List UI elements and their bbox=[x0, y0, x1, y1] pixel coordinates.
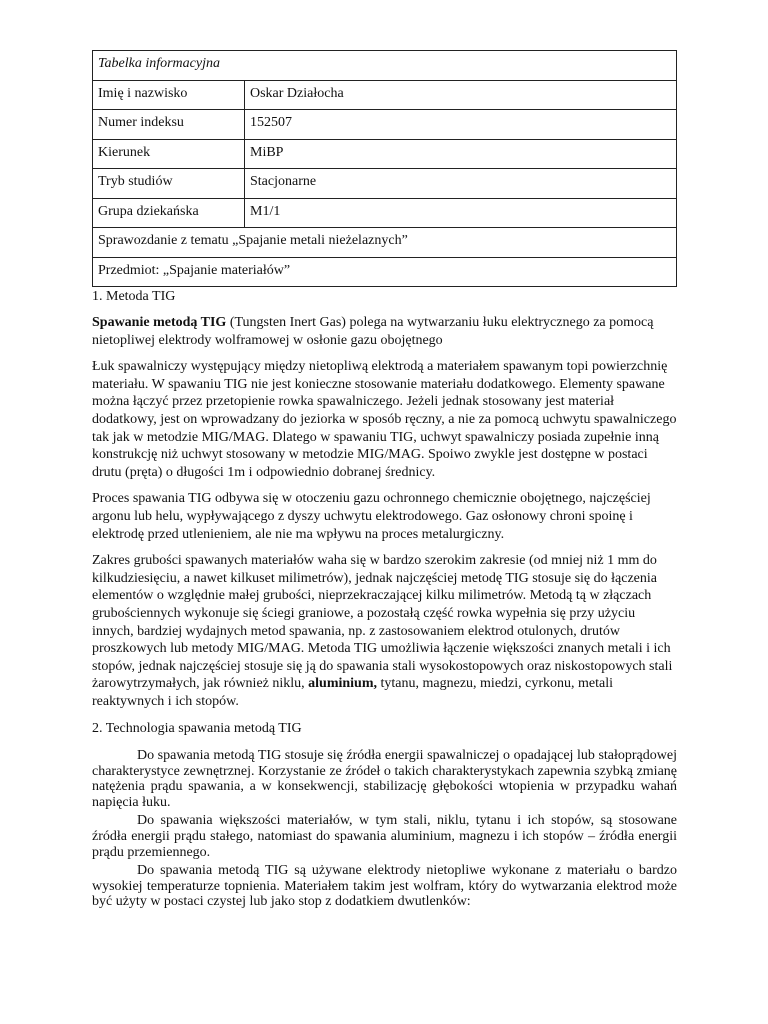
subject: Przedmiot: „Spajanie materiałów” bbox=[93, 257, 677, 287]
info-value: M1/1 bbox=[245, 198, 677, 228]
info-table bbox=[92, 50, 677, 287]
document-page bbox=[92, 50, 677, 910]
info-row-topic bbox=[93, 228, 677, 258]
info-table-title: Tabelka informacyjna bbox=[93, 51, 677, 81]
info-value: 152507 bbox=[245, 110, 677, 140]
info-label: Numer indeksu bbox=[93, 110, 245, 140]
info-value: Stacjonarne bbox=[245, 169, 677, 199]
paragraph-text: (Tungsten Inert Gas) polega na wytwarzaniu łuku elektrycznego za pomocą nietopliwej elektrody wolframowej w osłonie gazu obojętnego bbox=[92, 315, 654, 348]
section-2-title: 2. Technologia spawania metodą TIG bbox=[92, 721, 302, 737]
info-row-name bbox=[93, 80, 677, 110]
report-topic: Sprawozdanie z tematu „Spajanie metali nieżelaznych” bbox=[93, 228, 677, 258]
info-label: Imię i nazwisko bbox=[93, 80, 245, 110]
info-row-group bbox=[93, 198, 677, 228]
section-2-paragraph-3: Do spawania metodą TIG są używane elektrody nietopliwe wykonane z materiału o bardzo wysokiej temperaturze topnienia. Materiałem takim jest wolfram, który do wytwarzania elektrod może być użyty w postaci czystej lub jako stop z dodatkiem dwutlenków: bbox=[92, 863, 677, 910]
info-label: Grupa dziekańska bbox=[93, 198, 245, 228]
paragraph-text: Zakres grubości spawanych materiałów waha się w bardzo szerokim zakresie (od mniej niż 1 mm do kilkudziesięciu, a nawet kilkuset milimetrów), jednak najczęściej metodę TIG stosuje się do łączenia elementów o względnie małej grubości, nieprzekraczającej kilku milimetrów. Metodą tą w złączach grubościennych wykonuje się ściegi graniowe, a pozostałą część rowka wypełnia się przy użyciu innych, bardziej wydajnych metod spawania, np. z zastosowaniem elektrod otulonych, drutów proszkowych lub metody MIG/MAG. Metoda TIG umożliwia łączenie większości znanych metali i ich stopów, jednak najczęściej stosuje się ją do spawania stali wysokostopowych oraz niskostopowych stali żarowytrzymałych, jak również niklu, bbox=[92, 553, 673, 692]
bold-term: aluminium, bbox=[308, 676, 378, 692]
section-1-paragraph-2: Łuk spawalniczy występujący między nietopliwą elektrodą a materiałem spawanym topi powierzchnię materiału. W spawaniu TIG nie jest konieczne stosowanie materiału dodatkowego. Elementy spawane można łączyć przez przetopienie rowka spawalniczego. Jeżeli jednak stosowany jest materiał dodatkowy, jest on wprowadzany do jeziorka w sposób ręczny, a nie za pomocą uchwytu spawalniczego tak jak w metodzie MIG/MAG. Dlatego w spawaniu TIG, uchwyt spawalniczy posiada zupełnie inną konstrukcję niż uchwyt stosowany w metodzie MIG/MAG. Spoiwo zwykle jest dostępne w postaci drutu (pręta) o długości 1m i odpowiednio dobranej średnicy. bbox=[92, 359, 677, 480]
info-row-mode bbox=[93, 169, 677, 199]
info-value: MiBP bbox=[245, 139, 677, 169]
info-label: Tryb studiów bbox=[93, 169, 245, 199]
info-row-index bbox=[93, 110, 677, 140]
info-row-subject bbox=[93, 257, 677, 287]
paragraph-text: tytanu, magnezu, miedzi, cyrkonu, metali reaktywnych i ich stopów. bbox=[92, 676, 613, 709]
bold-term: Spawanie metodą TIG bbox=[92, 315, 227, 330]
info-value: Oskar Działocha bbox=[245, 80, 677, 110]
section-1-paragraph-3: Proces spawania TIG odbywa się w otoczeniu gazu ochronnego chemicznie obojętnego, najczęściej argonu lub helu, wypływającego z dyszy uchwytu elektrodowego. Gaz osłonowy chroni spoinę i elektrodę przed utlenieniem, ale nie ma wpływu na proces metalurgiczny. bbox=[92, 491, 651, 542]
info-table-title-row bbox=[93, 51, 677, 81]
info-row-field bbox=[93, 139, 677, 169]
section-2-paragraph-1: Do spawania metodą TIG stosuje się źródła energii spawalniczej o opadającej lub stałoprądowej charakterystyce zewnętrznej. Korzystanie ze źródeł o takich charakterystykach zapewnia szybką zmianę natężenia prądu spawania, a w konsekwencji, stabilizację głębokości wtopienia w przypadku wahań napięcia łuku. bbox=[92, 748, 677, 810]
section-2-paragraph-2: Do spawania większości materiałów, w tym stali, niklu, tytanu i ich stopów, są stosowane źródła energii prądu stałego, natomiast do spawania aluminium, magnezu i ich stopów – źródła energii prądu przemiennego. bbox=[92, 813, 677, 860]
section-1-paragraph-4 bbox=[92, 552, 677, 710]
info-label: Kierunek bbox=[93, 139, 245, 169]
section-1-paragraph-1 bbox=[92, 314, 677, 349]
section-1-title: 1. Metoda TIG bbox=[92, 289, 176, 304]
